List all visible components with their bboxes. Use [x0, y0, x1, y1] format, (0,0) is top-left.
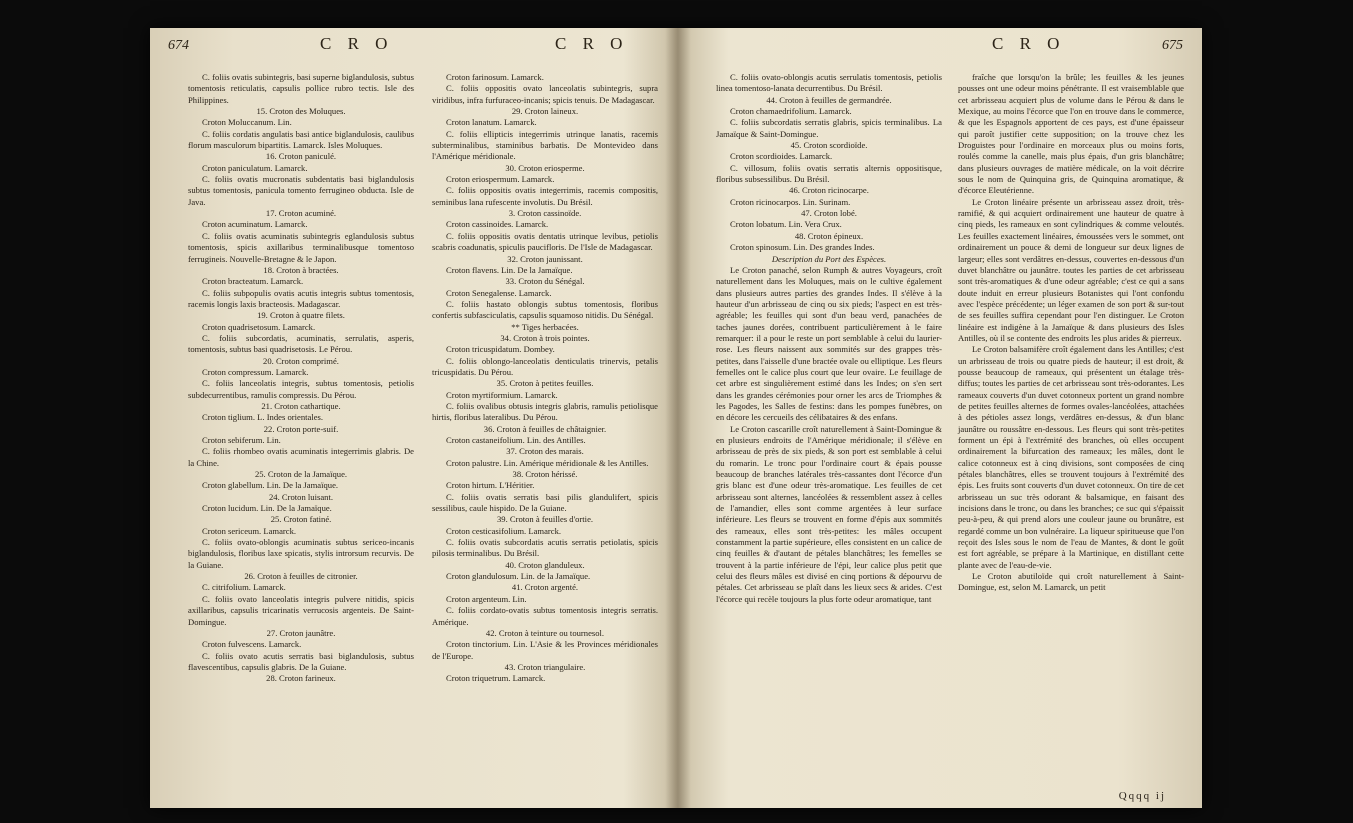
text-line: Croton glabellum. Lin. De la Jamaïque.	[202, 480, 339, 491]
right-page-column-1	[716, 72, 942, 605]
text-line: Croton bracteatum. Lamarck.	[202, 276, 304, 287]
text-line: Croton tiglium. L. Indes orientales.	[202, 412, 324, 423]
text-line: C. foliis ellipticis integerrimis utrinque lanatis, racemis subterminalibus, staminibus barbatis. De Montevideo dans l'Amérique méridionale.	[432, 128, 658, 162]
text-line: C. foliis ovatis mucronatis subdentatis basi biglandulosis subtus tomentosis, panicula tomento ferrugineo obducta. Isle de Java.	[188, 174, 414, 207]
text-line: 46. Croton ricinocarpe.	[789, 185, 869, 196]
text-line: Le Croton abutiloïde qui croît naturellement à Saint-Domingue, est, selon M. Lamarck, un petit	[958, 571, 1184, 593]
text-line: Croton castaneifolium. Lin. des Antilles.	[446, 435, 586, 445]
text-line: C. foliis oppositis ovatis dentatis utrinque levibus, petiolis scabris coadunatis, spiculis paucifloris. De l'Isle de Madagascar.	[432, 230, 658, 253]
description-title: Description du Port des Espèces.	[771, 253, 887, 264]
text-line: C. foliis ovato-oblongis acuminatis subtus sericeo-incanis biglandulosis, floribus laxe spicatis, stylis introrsum recurvis. De la Guiane.	[188, 537, 414, 570]
text-line: 20. Croton comprimé.	[263, 355, 339, 366]
text-line: Croton chamaedrifolium. Lamarck.	[730, 106, 852, 117]
text-line: 47. Croton lobé.	[801, 208, 857, 219]
text-line: C. foliis cordatis angulatis basi antice biglandulosis, caulibus florum masculorum bipartitis. Lamarck. Isles Moluques.	[188, 128, 414, 151]
text-line: C. foliis oppositis ovatis integerrimis, racemis compositis, seminibus lana rufescente involutis. Du Brésil.	[432, 185, 658, 207]
text-line: C. foliis oppositis ovato lanceolatis subintegris, supra viridibus, infra furfuraceo-incanis; spicis tenuis. De Madagascar.	[432, 83, 658, 105]
text-line: 21. Croton cathartique.	[261, 400, 341, 411]
text-line: 43. Croton triangulaire.	[504, 661, 586, 672]
text-line: 35. Croton à petites feuilles.	[496, 378, 594, 389]
text-line: 32. Croton jaunissant.	[507, 253, 583, 264]
text-line: Croton palustre. Lin. Amérique méridionale & les Antilles.	[446, 457, 649, 468]
text-line: C. citrifolium. Lamarck.	[202, 582, 286, 593]
right-page-number: 675	[1162, 38, 1183, 53]
text-line: Croton acuminatum. Lamarck.	[202, 219, 308, 230]
left-page-number: 674	[168, 38, 189, 53]
text-line: 16. Croton paniculé.	[265, 151, 337, 162]
text-line: fraîche que lorsqu'on la brûle; les feuilles & les jeunes pousses ont une odeur moins pénétrante. Il est vraisemblable que cet arbrisseau acquiert plus de volume dans le Pérou & dans le Mexique, au moins l'écorce que l'on en trouve dans le commerce, & que les Espagnols apportent de ces pays, est d'une épaisseur qui paroît justifier cette supposition; on la trouve chez les Droguistes pour l'ordinaire en morceaux plus ou moins forts, roulés comme la canelle, mais plus épais, d'un gris blanchâtre; dans plusieurs ouvrages de matière médicale, on la voit décrire sous le nom de Quinquina gris, de Quinquina aromatique, & d'écorce Eleutérienne.	[958, 72, 1184, 196]
text-line: ** Tiges herbacées.	[511, 321, 579, 332]
text-line: Croton sebiferum. Lin.	[202, 435, 281, 445]
text-line: C. foliis ovato-oblongis acutis serrulatis tomentosis, petiolis linea tomentoso-lanata decurrentibus. Du Brésil.	[716, 72, 942, 94]
text-line: Croton tinctorium. Lin. L'Asie & les Provinces méridionales de l'Europe.	[432, 639, 658, 661]
text-line: 38. Croton hérissé.	[512, 469, 578, 480]
text-line: 22. Croton porte-suif.	[263, 423, 339, 434]
text-line: C. foliis subpopulis ovatis acutis integris subtus tomentosis, racemis longis laxis bracteosis. Madagascar.	[188, 287, 414, 309]
text-line: 27. Croton jaunâtre.	[266, 627, 336, 638]
text-line: Croton hirtum. L'Héritier.	[446, 480, 535, 491]
text-line: C. foliis ovatis serratis basi pilis glandulifert, spicis sessilibus, caule hispido. De la Guiane.	[432, 491, 658, 514]
right-running-head: C R O	[992, 34, 1066, 53]
left-running-head-2: C R O	[555, 34, 629, 53]
text-line: 24. Croton luisant.	[269, 491, 333, 502]
text-line: 45. Croton scordioïde.	[790, 140, 868, 151]
text-line: 48. Croton épineux.	[794, 230, 864, 241]
text-line: 18. Croton à bractées.	[263, 264, 339, 275]
text-line: C. foliis subcordatis, acuminatis, serrulatis, asperis, tomentosis, subtus basi quadrisetosis. Le Pérou.	[188, 332, 414, 355]
text-line: Croton ricinocarpos. Lin. Surinam.	[730, 196, 851, 207]
text-line: C. foliis subcordatis serratis glabris, spicis terminalibus. La Jamaïque & Saint-Domingue.	[716, 117, 942, 139]
text-line: 40. Croton glanduleux.	[505, 559, 585, 570]
text-line: C. foliis ovatis subcordatis acutis serratis petiolatis, spicis pilosis terminalibus. Du Brésil.	[432, 537, 658, 559]
left-page-column-2	[432, 72, 658, 685]
text-line: Croton paniculatum. Lamarck.	[202, 162, 308, 173]
text-line: Croton lobatum. Lin. Vera Crux.	[730, 219, 842, 230]
book-spread	[150, 28, 1202, 808]
text-line: Croton cesticasifolium. Lamarck.	[446, 525, 562, 536]
text-line: Croton flavens. Lin. De la Jamaïque.	[446, 264, 573, 275]
text-line: C. foliis oblongo-lanceolatis denticulatis trinervis, petalis tricuspidatis. Du Pérou.	[432, 355, 658, 377]
text-line: 15. Croton des Moluques.	[256, 106, 346, 117]
left-running-head-1: C R O	[320, 34, 394, 53]
text-line: C. foliis cordato-ovatis subtus tomentosis integris serratis. Amérique.	[432, 605, 658, 627]
text-line: 28. Croton farineux.	[266, 673, 336, 684]
text-line: Croton argenteum. Lin.	[446, 593, 527, 604]
text-line: 44. Croton à feuilles de germandrée.	[766, 94, 892, 105]
signature-mark: Qqqq ij	[1118, 790, 1166, 802]
text-line: 19. Croton à quatre filets.	[257, 310, 345, 321]
text-line: Le Croton linéaire présente un arbrisseau assez droit, très-ramifié, & qui acquiert ordinairement une hauteur de quatre à cinq pieds, les rameaux en sont cylindriques & comme veloutés. Les feuilles exactement linéaires, émoussées vers le sommet, ont ordinairement un pouce & demi de longueur sur deux lignes de largeur; elles sont verdâtres en-dessus, couvertes en-dessous d'un duvet blanchâtre ou jaunâtre. toutes les parties de cet arbrisseau sont très-aromatiques & d'une odeur agréable; c'est ce qui a sans doute induit en erreur plusieurs Botanistes qui l'ont confondu avec l'espèce précédente; un léger examen de son port & sur-tout de ses feuilles suffira cependant pour l'en distinguer. Le Croton linéaire est indigène à la Jamaïque & dans plusieurs des Isles Antilles, où il se contente des endroits les plus arides & pierreux.	[958, 196, 1184, 343]
text-line: 34. Croton à trois pointes.	[500, 332, 590, 343]
text-line: C. foliis hastato oblongis subtus tomentosis, floribus confertis subfasciculatis, capsulis squamoso nitidis. Du Sénégal.	[432, 298, 658, 321]
text-line: 30. Croton eriosperme.	[505, 162, 585, 173]
text-line: Croton spinosum. Lin. Des grandes Indes.	[730, 242, 875, 253]
text-line: Croton glandulosum. Lin. de la Jamaïque.	[446, 571, 591, 582]
text-line: 36. Croton à feuilles de châtaignier.	[483, 423, 607, 434]
text-line: 17. Croton acuminé.	[265, 208, 337, 219]
text-line: 29. Croton laineux.	[511, 106, 579, 117]
text-line: Croton tricuspidatum. Dombey.	[446, 344, 555, 355]
text-line: Croton triquetrum. Lamarck.	[446, 673, 546, 684]
text-line: Croton Senegalense. Lamarck.	[446, 287, 552, 298]
text-line: C. foliis rhombeo ovatis acuminatis integerrimis glabris. De la Chine.	[188, 446, 414, 468]
left-page-column-1	[188, 72, 414, 685]
text-line: Croton fulvescens. Lamarck.	[202, 639, 302, 650]
text-line: 33. Croton du Sénégal.	[505, 276, 585, 287]
text-line: C. villosum, foliis ovatis serratis alternis oppositisque, floribus subsessilibus. Du Brésil.	[716, 162, 942, 185]
text-line: Croton lanatum. Lamarck.	[446, 117, 537, 128]
text-line: 25. Croton de la Jamaïque.	[254, 469, 348, 480]
text-line: 25. Croton fatiné.	[270, 514, 332, 525]
text-line: Croton cassinoides. Lamarck.	[446, 219, 549, 230]
text-line: Croton eriospermum. Lamarck.	[446, 174, 555, 185]
text-line: Croton myrtiformium. Lamarck.	[446, 389, 558, 400]
text-line: C. foliis ovatis subintegris, basi superne biglandulosis, subtus tomentosis reticulatis, capsulis pollice rubro tectis. Isle des Philippines.	[188, 72, 414, 105]
text-line: C. foliis ovato acutis serratis basi biglandulosis, subtus flavescentibus, capsulis glabris. De la Guiane.	[188, 650, 414, 672]
text-line: Le Croton cascarille croît naturellement à Saint-Domingue & en plusieurs endroits de l'Amérique méridionale; il s'élève en arbrisseau de près de six pieds, & son port est semblable à celui du romarin. Le tronc pour l'ordinaire court & épais pousse beaucoup de branches latérales très-cassantes dont l'écorce d'un gris blanc est d'une odeur très-aromatique. Les feuilles de cet arbrisseau sont alternes, lancéolées & ressemblent assez à celles de l'amandier, elles sont comme argentées à leur surface inférieure. Les fleurs se trouvent en forme d'épis aux sommités des rameaux, elles sont très-petites: les mâles occupent constamment la partie supérieure, elles consistent en un calice de cinq feuilles & d'autant de pétales blanchâtres; les femelles se trouvent à la partie inférieure de l'épi, leur calice plus petit que celui des fleurs mâles est divisé en cinq portions & dépourvu de pétales. Cet arbrisseau se plaît dans les lieux secs & arides. C'est l'écorce qui recèle toujours la plus forte odeur aromatique, tant	[716, 423, 942, 604]
text-line: 42. Croton à teinture ou tournesol.	[485, 627, 605, 638]
text-line: Croton sericeum. Lamarck.	[202, 525, 297, 536]
text-line: 26. Croton à feuilles de citronier.	[244, 571, 358, 582]
text-line: Croton scordioides. Lamarck.	[730, 151, 833, 162]
text-line: Le Croton panaché, selon Rumph & autres Voyageurs, croît naturellement dans les Moluques, mais on le cultive également dans plusieurs autres parties des grandes Indes. Il s'élève à la hauteur d'un arbrisseau de cinq ou six pieds; l'aspect en est très-agréable; les feuilles qui sont d'un beau verd, panachées de taches jaunes dorées, contribuent particulièrement à le faire remarquer: il a pour le reste un port semblable à celui du laurier-rose. Les fleurs naissent aux sommités sur des grappes très-petites, dans l'aisselle d'une bractée ovale ou elliptique. Les fleurs femelles ont le calice plus court que leur ovaire. Le feuillage de cet arbre est singulièrement estimé dans les Indes; on s'en sert dans les grandes cérémonies pour orner les arcs de Triomphes & les Pagodes, les Salles de festins: dans les pompes funèbres, on en décore les cercueils des célibataires & des enfans.	[716, 264, 942, 423]
text-line: Croton lucidum. Lin. De la Jamaïque.	[202, 503, 332, 514]
text-line: C. foliis lanceolatis integris, subtus tomentosis, petiolis subdecurrentibus, ramulis compressis. Du Pérou.	[188, 378, 414, 400]
text-line: Le Croton balsamifère croît également dans les Antilles; c'est un arbrisseau de trois ou quatre pieds de hauteur; il est droit, & pousse beaucoup de rameaux, qui présentent un étalage très-diffus; toutes les parties de cet arbrisseau sont très-odorantes. Les rameaux couverts d'un duvet cotonneux portent un grand nombre de petites feuilles alternes de formes ovales-lancéolées, attachées à des pétioles assez longs, verdâtres en-dessus, & d'un blanc jaunâtre ou roussâtre en-dessous. Les fleurs qui sont très-petites forment un épi à l'extrémité des branches, où elles occupent ordinairement la bifurcation des rameaux; les mâles, dont le calice cotonneux est à cinq divisions, sont composées de cinq pétales blanchâtres, elles se trouvent toujours à l'extrémité des épis. Les fruits sont couverts d'un duvet cotonneux. On tire de cet arbrisseau un suc très odorant & balsamique, en faisant des incisions dans le tronc, ou dans les branches; ce suc qui s'épaissit peu-à-peu, & qui prend alors une couleur jaune ou brunâtre, est regardé comme un bon vulnéraire. La liqueur spiritueuse que l'on reçoit des Isles sous le nom de l'eau de Mantes, & dont le goût est fort agréable, se prépare à la Martinique, en distillant cette plante avec de l'eau-de-vie.	[958, 344, 1184, 570]
text-line: Croton Moluccanum. Lin.	[202, 117, 292, 128]
text-line: C. foliis ovalibus obtusis integris glabris, ramulis petiolisque hirtis, floribus lateralibus. Du Pérou.	[432, 400, 658, 423]
text-line: 39. Croton à feuilles d'ortie.	[496, 514, 594, 525]
text-line: Croton farinosum. Lamarck.	[446, 72, 544, 82]
book-gutter	[665, 28, 691, 808]
text-line: Croton quadrisetosum. Lamarck.	[202, 321, 316, 332]
text-line: 37. Croton des marais.	[506, 446, 584, 457]
text-line: 41. Croton argenté.	[511, 582, 579, 593]
text-line: C. foliis ovatis acuminatis subintegris eglandulosis subtus tomentosis, spicis axillaribus terminalibusque tomentoso ferrugineis. Nouvelle-Bretagne & le Japon.	[188, 230, 414, 264]
text-line: 3. Croton cassinoïde.	[508, 208, 582, 219]
text-line: C. foliis ovato lanceolatis integris pulvere nitidis, spicis axillaribus, capsulis tricarinatis verrucosis argenteis. De Saint-Domingue.	[188, 593, 414, 627]
right-page-column-2	[958, 72, 1184, 594]
text-line: Croton compressum. Lamarck.	[202, 366, 309, 377]
